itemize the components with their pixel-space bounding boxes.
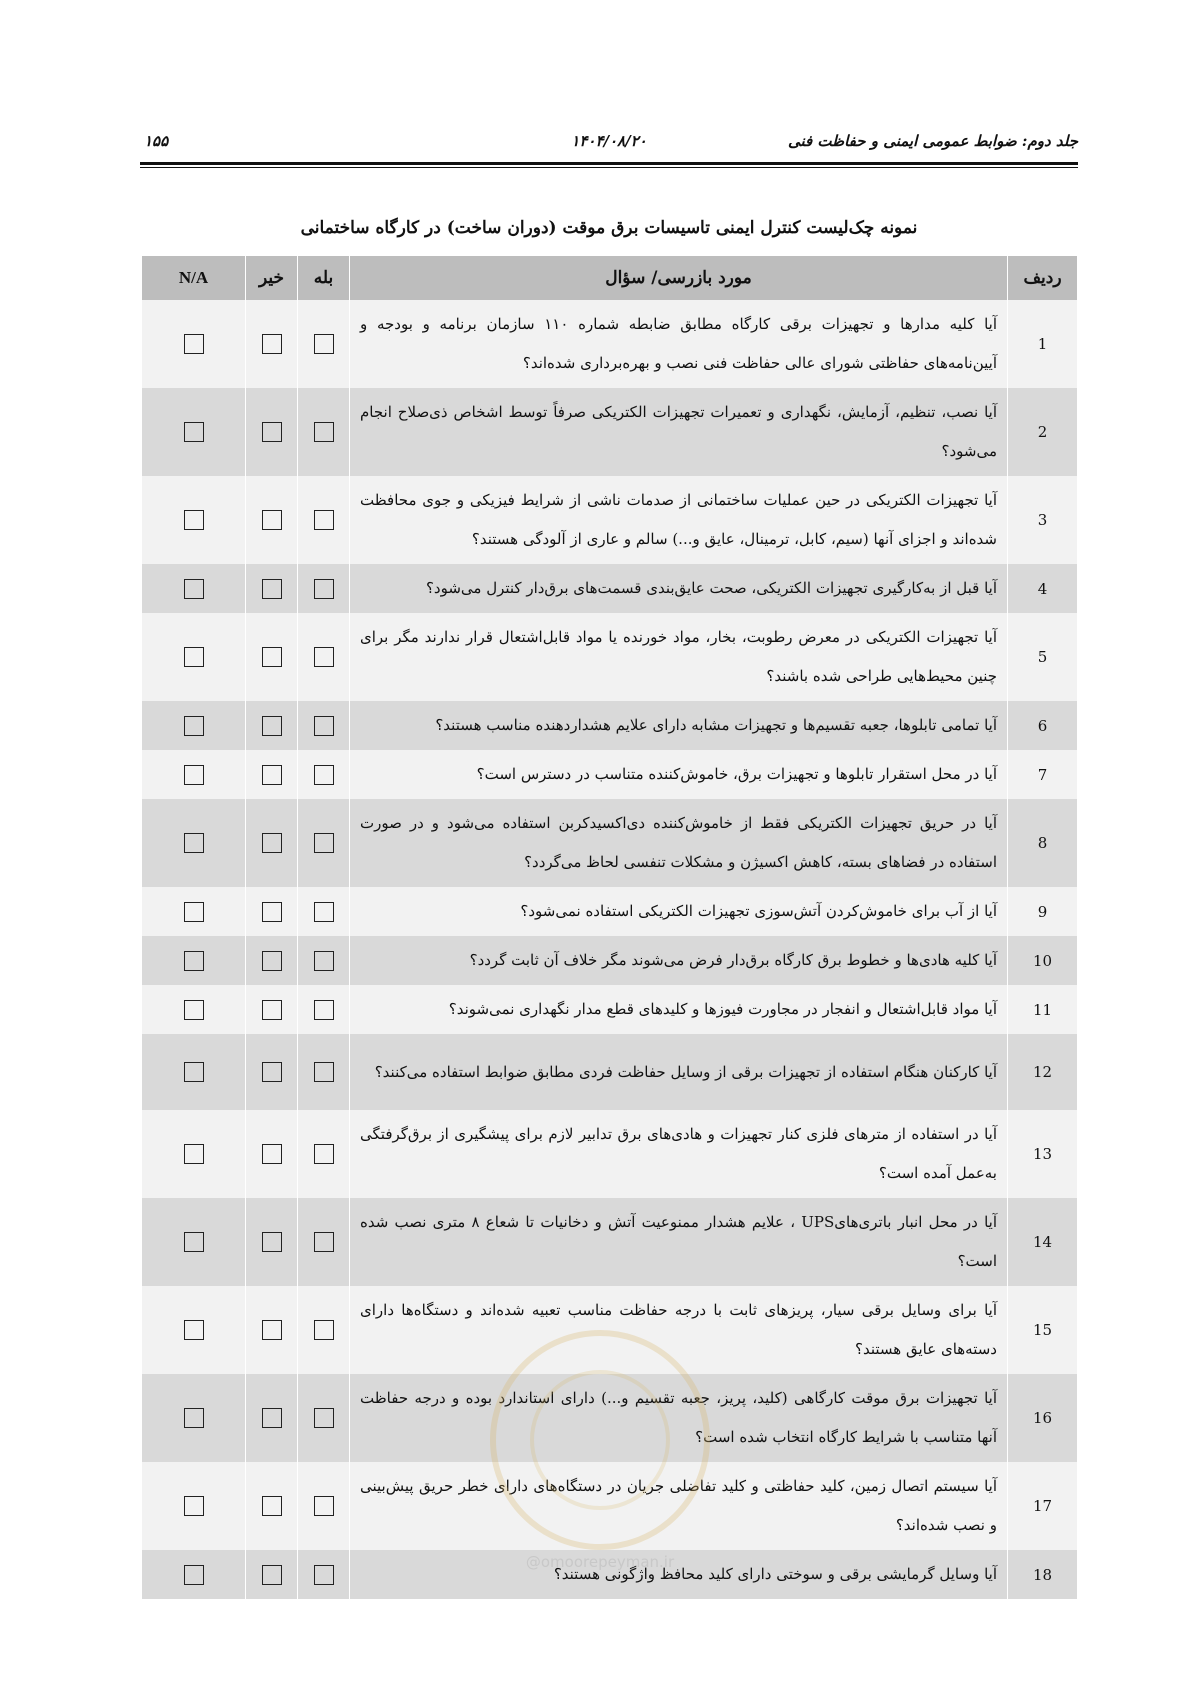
- answer-cell-no: [246, 476, 298, 564]
- answer-cell-na: [142, 750, 246, 799]
- checkbox-na[interactable]: [184, 1565, 204, 1585]
- question-text: آیا کارکنان هنگام استفاده از تجهیزات برقی از وسایل حفاظت فردی مطابق ضوابط استفاده می‌کنند؟: [350, 1034, 1008, 1110]
- table-row: [142, 564, 1078, 613]
- question-text: آیا در محل استقرار تابلوها و تجهیزات برق، خاموش‌کننده متناسب در دسترس است؟: [350, 750, 1008, 799]
- answer-cell-yes: [298, 985, 350, 1034]
- table-row: [142, 887, 1078, 936]
- answer-cell-yes: [298, 564, 350, 613]
- table-row: [142, 936, 1078, 985]
- answer-cell-na: [142, 1462, 246, 1550]
- question-text: آیا تجهیزات الکتریکی در حین عملیات ساختمانی از صدمات ناشی از شرایط فیزیکی و جوی محافظت شده‌اند و اجزای آنها (سیم، کابل، ترمینال، عایق و...) سالم و عاری از آلودگی هستند؟: [350, 476, 1008, 564]
- question-text: آیا برای وسایل برقی سیار، پریزهای ثابت با درجه حفاظت مناسب تعبیه شده‌اند و دستگاه‌ها دارای دسته‌های عایق هستند؟: [350, 1286, 1008, 1374]
- answer-cell-no: [246, 701, 298, 750]
- checkbox-no[interactable]: [262, 1320, 282, 1340]
- checkbox-no[interactable]: [262, 1232, 282, 1252]
- header-no: خیر: [246, 256, 298, 300]
- checkbox-na[interactable]: [184, 951, 204, 971]
- answer-cell-yes: [298, 936, 350, 985]
- question-text: آیا وسایل گرمایشی برقی و سوختی دارای کلید محافظ واژگونی هستند؟: [350, 1550, 1008, 1599]
- header-question: مورد بازرسی/ سؤال: [350, 256, 1008, 300]
- answer-cell-no: [246, 1286, 298, 1374]
- checkbox-na[interactable]: [184, 833, 204, 853]
- checkbox-na[interactable]: [184, 716, 204, 736]
- answer-cell-yes: [298, 887, 350, 936]
- table-row: [142, 799, 1078, 887]
- row-number: 3: [1008, 476, 1078, 564]
- question-text: آیا در محل انبار باتری‌هایUPS ، علایم هشدار ممنوعیت آتش و دخانیات تا شعاع ۸ متری نصب شده است؟: [350, 1198, 1008, 1286]
- checkbox-na[interactable]: [184, 579, 204, 599]
- answer-cell-na: [142, 388, 246, 476]
- answer-cell-yes: [298, 1286, 350, 1374]
- table-row: [142, 1110, 1078, 1198]
- answer-cell-na: [142, 300, 246, 388]
- answer-cell-yes: [298, 300, 350, 388]
- answer-cell-na: [142, 613, 246, 701]
- answer-cell-na: [142, 936, 246, 985]
- answer-cell-yes: [298, 1462, 350, 1550]
- question-text: آیا در حریق تجهیزات الکتریکی فقط از خاموش‌کننده دی‌اکسیدکربن استفاده می‌شود و در صورت استفاده در فضاهای بسته، کاهش اکسیژن و مشکلات تنفسی لحاظ می‌گردد؟: [350, 799, 1008, 887]
- checkbox-no[interactable]: [262, 1062, 282, 1082]
- row-number: 9: [1008, 887, 1078, 936]
- watermark-logo-inner: [530, 1370, 670, 1510]
- book-title: جلد دوم: ضوابط عمومی ایمنی و حفاظت فنی: [788, 132, 1078, 150]
- checkbox-no[interactable]: [262, 716, 282, 736]
- question-text: آیا کلیه هادی‌ها و خطوط برق کارگاه برق‌دار فرض می‌شوند مگر خلاف آن ثابت گردد؟: [350, 936, 1008, 985]
- checkbox-yes[interactable]: [314, 1408, 334, 1428]
- header-rule-thin: [140, 167, 1078, 168]
- answer-cell-no: [246, 750, 298, 799]
- answer-cell-no: [246, 799, 298, 887]
- answer-cell-na: [142, 1110, 246, 1198]
- checkbox-yes[interactable]: [314, 833, 334, 853]
- checkbox-no[interactable]: [262, 510, 282, 530]
- question-text: آیا از آب برای خاموش‌کردن آتش‌سوزی تجهیزات الکتریکی استفاده نمی‌شود؟: [350, 887, 1008, 936]
- answer-cell-no: [246, 1374, 298, 1462]
- table-row: [142, 388, 1078, 476]
- document-title: نمونه چک‌لیست کنترل ایمنی تاسیسات برق موقت (دوران ساخت) در کارگاه ساختمانی: [300, 218, 918, 238]
- answer-cell-no: [246, 1550, 298, 1599]
- header-date: ۱۴۰۴/۰۸/۲۰: [571, 132, 647, 150]
- answer-cell-yes: [298, 1198, 350, 1286]
- answer-cell-yes: [298, 476, 350, 564]
- checkbox-yes[interactable]: [314, 951, 334, 971]
- table-row: [142, 750, 1078, 799]
- checkbox-na[interactable]: [184, 1062, 204, 1082]
- checkbox-no[interactable]: [262, 1000, 282, 1020]
- checkbox-no[interactable]: [262, 765, 282, 785]
- answer-cell-na: [142, 701, 246, 750]
- row-number: 11: [1008, 985, 1078, 1034]
- answer-cell-no: [246, 1034, 298, 1110]
- checkbox-na[interactable]: [184, 1000, 204, 1020]
- table-row: [142, 476, 1078, 564]
- answer-cell-no: [246, 985, 298, 1034]
- answer-cell-no: [246, 388, 298, 476]
- row-number: 1: [1008, 300, 1078, 388]
- table-row: [142, 300, 1078, 388]
- row-number: 7: [1008, 750, 1078, 799]
- table-row: [142, 1034, 1078, 1110]
- answer-cell-na: [142, 1034, 246, 1110]
- answer-cell-no: [246, 1462, 298, 1550]
- header-row-number: ردیف: [1008, 256, 1078, 300]
- checkbox-na[interactable]: [184, 765, 204, 785]
- checkbox-no[interactable]: [262, 833, 282, 853]
- checkbox-yes[interactable]: [314, 1496, 334, 1516]
- answer-cell-na: [142, 476, 246, 564]
- header-na: N/A: [142, 256, 246, 300]
- checkbox-yes[interactable]: [314, 902, 334, 922]
- row-number: 8: [1008, 799, 1078, 887]
- checkbox-no[interactable]: [262, 951, 282, 971]
- checkbox-no[interactable]: [262, 1496, 282, 1516]
- checkbox-na[interactable]: [184, 1408, 204, 1428]
- question-text: آیا سیستم اتصال زمین، کلید حفاظتی و کلید تفاضلی جریان در دستگاه‌های دارای خطر حریق پیش‌بینی و نصب شده‌اند؟: [350, 1462, 1008, 1550]
- checkbox-yes[interactable]: [314, 1320, 334, 1340]
- checkbox-na[interactable]: [184, 1144, 204, 1164]
- answer-cell-no: [246, 300, 298, 388]
- checkbox-no[interactable]: [262, 1408, 282, 1428]
- answer-cell-na: [142, 1286, 246, 1374]
- answer-cell-yes: [298, 613, 350, 701]
- answer-cell-na: [142, 1550, 246, 1599]
- answer-cell-yes: [298, 1550, 350, 1599]
- row-number: 12: [1008, 1034, 1078, 1110]
- answer-cell-yes: [298, 750, 350, 799]
- answer-cell-no: [246, 887, 298, 936]
- answer-cell-no: [246, 1110, 298, 1198]
- checkbox-no[interactable]: [262, 579, 282, 599]
- header-rule-thick: [140, 162, 1078, 165]
- question-text: آیا در استفاده از مترهای فلزی کنار تجهیزات و هادی‌های برق تدابیر لازم برای پیشگیری از برق‌گرفتگی به‌عمل آمده است؟: [350, 1110, 1008, 1198]
- row-number: 14: [1008, 1198, 1078, 1286]
- checkbox-na[interactable]: [184, 1496, 204, 1516]
- question-text: آیا تجهیزات برق موقت کارگاهی (کلید، پریز، جعبه تقسیم و...) دارای استاندارد بوده و درجه حفاظت آنها متناسب با شرایط کارگاه انتخاب شده است؟: [350, 1374, 1008, 1462]
- checkbox-yes[interactable]: [314, 716, 334, 736]
- question-text: آیا نصب، تنظیم، آزمایش، نگهداری و تعمیرات تجهیزات الکتریکی صرفاً توسط اشخاص ذی‌صلاح انجام می‌شود؟: [350, 388, 1008, 476]
- answer-cell-yes: [298, 1034, 350, 1110]
- table-row: [142, 1198, 1078, 1286]
- checkbox-na[interactable]: [184, 647, 204, 667]
- answer-cell-na: [142, 799, 246, 887]
- answer-cell-na: [142, 1198, 246, 1286]
- checkbox-yes[interactable]: [314, 579, 334, 599]
- answer-cell-yes: [298, 1374, 350, 1462]
- answer-cell-yes: [298, 388, 350, 476]
- checkbox-no[interactable]: [262, 1565, 282, 1585]
- checkbox-na[interactable]: [184, 334, 204, 354]
- table-header-row: [142, 256, 1078, 300]
- answer-cell-na: [142, 1374, 246, 1462]
- question-text: آیا تمامی تابلوها، جعبه تقسیم‌ها و تجهیزات مشابه دارای علایم هشداردهنده مناسب هستند؟: [350, 701, 1008, 750]
- row-number: 2: [1008, 388, 1078, 476]
- answer-cell-na: [142, 887, 246, 936]
- row-number: 16: [1008, 1374, 1078, 1462]
- answer-cell-na: [142, 564, 246, 613]
- checkbox-no[interactable]: [262, 1144, 282, 1164]
- answer-cell-no: [246, 564, 298, 613]
- row-number: 5: [1008, 613, 1078, 701]
- checkbox-yes[interactable]: [314, 1062, 334, 1082]
- answer-cell-no: [246, 1198, 298, 1286]
- row-number: 4: [1008, 564, 1078, 613]
- checkbox-na[interactable]: [184, 510, 204, 530]
- checkbox-no[interactable]: [262, 902, 282, 922]
- answer-cell-na: [142, 985, 246, 1034]
- answer-cell-no: [246, 936, 298, 985]
- table-row: [142, 701, 1078, 750]
- checkbox-yes[interactable]: [314, 765, 334, 785]
- table-row: [142, 985, 1078, 1034]
- watermark-text: @omoorepeyman.ir: [525, 1553, 675, 1571]
- row-number: 13: [1008, 1110, 1078, 1198]
- question-text: آیا مواد قابل‌اشتعال و انفجار در مجاورت فیوزها و کلیدهای قطع مدار نگهداری نمی‌شوند؟: [350, 985, 1008, 1034]
- question-text: آیا کلیه مدارها و تجهیزات برقی کارگاه مطابق ضابطه شماره ۱۱۰ سازمان برنامه و بودجه و آیین‌نامه‌های حفاظتی شورای عالی حفاظت فنی نصب و بهره‌برداری شده‌اند؟: [350, 300, 1008, 388]
- answer-cell-no: [246, 613, 298, 701]
- question-text: آیا تجهیزات الکتریکی در معرض رطوبت، بخار، مواد خورنده یا مواد قابل‌اشتعال قرار ندارند مگر برای چنین محیط‌هایی طراحی شده باشند؟: [350, 613, 1008, 701]
- page-header: [140, 128, 1078, 162]
- answer-cell-yes: [298, 1110, 350, 1198]
- checkbox-yes[interactable]: [314, 422, 334, 442]
- checkbox-yes[interactable]: [314, 1144, 334, 1164]
- checkbox-na[interactable]: [184, 902, 204, 922]
- checkbox-na[interactable]: [184, 1232, 204, 1252]
- question-text: آیا قبل از به‌کارگیری تجهیزات الکتریکی، صحت عایق‌بندی قسمت‌های برق‌دار کنترل می‌شود؟: [350, 564, 1008, 613]
- row-number: 10: [1008, 936, 1078, 985]
- row-number: 18: [1008, 1550, 1078, 1599]
- header-yes: بله: [298, 256, 350, 300]
- checkbox-no[interactable]: [262, 647, 282, 667]
- row-number: 6: [1008, 701, 1078, 750]
- checkbox-yes[interactable]: [314, 1232, 334, 1252]
- answer-cell-yes: [298, 701, 350, 750]
- checkbox-yes[interactable]: [314, 647, 334, 667]
- row-number: 15: [1008, 1286, 1078, 1374]
- table-row: [142, 613, 1078, 701]
- page-number: ۱۵۵: [144, 132, 169, 150]
- checkbox-na[interactable]: [184, 422, 204, 442]
- checkbox-yes[interactable]: [314, 334, 334, 354]
- checkbox-no[interactable]: [262, 422, 282, 442]
- checkbox-yes[interactable]: [314, 1565, 334, 1585]
- checkbox-yes[interactable]: [314, 510, 334, 530]
- answer-cell-yes: [298, 799, 350, 887]
- row-number: 17: [1008, 1462, 1078, 1550]
- checkbox-no[interactable]: [262, 334, 282, 354]
- checkbox-na[interactable]: [184, 1320, 204, 1340]
- checkbox-yes[interactable]: [314, 1000, 334, 1020]
